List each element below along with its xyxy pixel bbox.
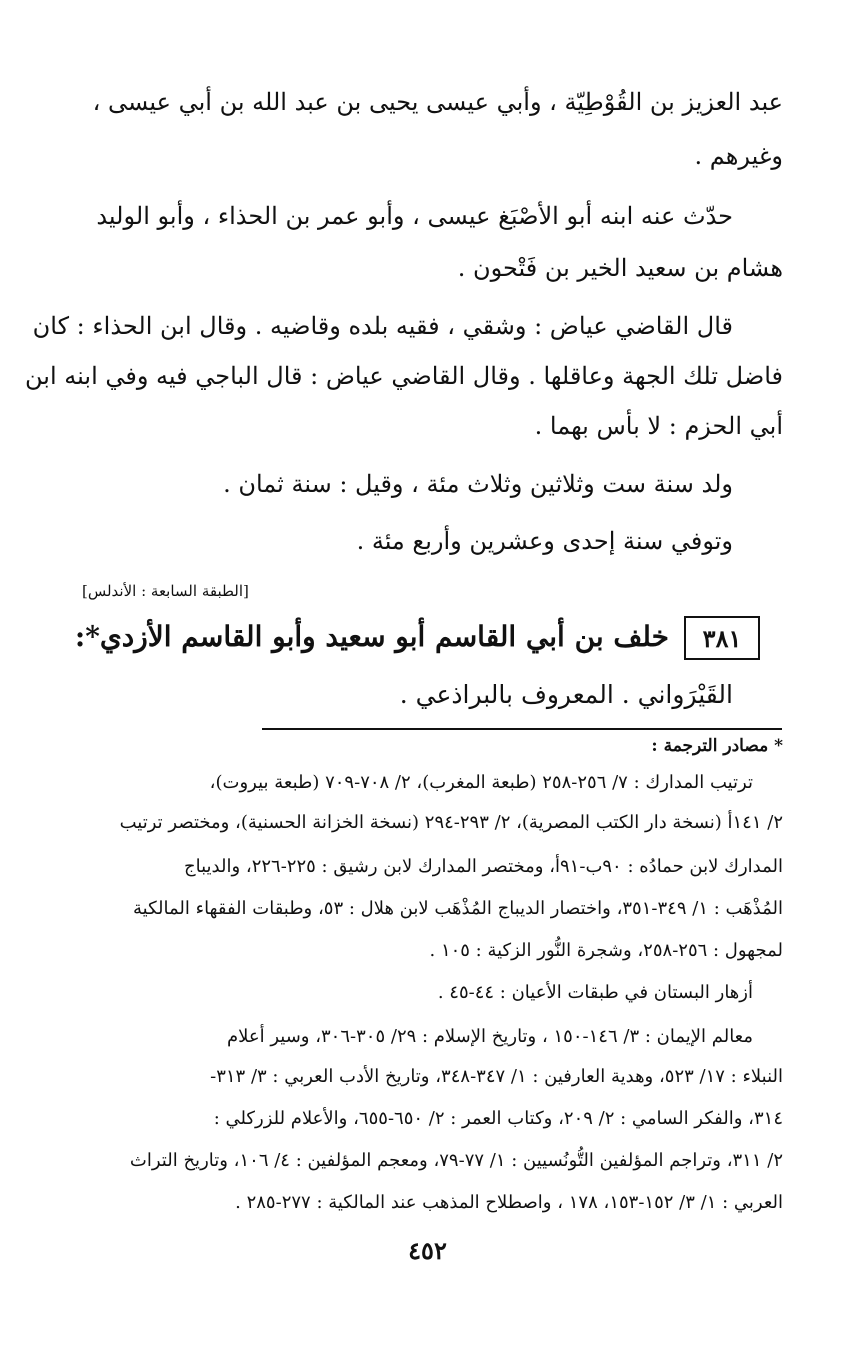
source-line: ترتيب المدارك : ٧/ ٢٥٦-٢٥٨ (طبعة المغرب)، ٢/ ٧٠٨-٧٠٩ (طبعة بيروت)، <box>209 772 753 793</box>
paragraph5: وتوفي سنة إحدى وعشرين وأربع مئة . <box>356 527 733 555</box>
source-line: أزهار البستان في طبقات الأعيان : ٤٤-٤٥ . <box>437 982 753 1003</box>
paragraph1-line1: عبد العزيز بن القُوْطِيّة ، وأبي عيسى يحيى بن عبد الله بن أبي عيسى ، <box>92 88 783 116</box>
source-line: ٢/ ١٤١أ (نسخة دار الكتب المصرية)، ٢/ ٢٩٣-٢٩٤ (نسخة الخزانة الحسنية)، ومختصر ترتيب <box>119 812 783 833</box>
entry-subtitle: القَيْرَواني . المعروف بالبراذعي . <box>399 680 733 709</box>
entry-number: ٣٨١ <box>702 623 742 653</box>
page-number: ٤٥٢ <box>408 1236 447 1265</box>
section-tag: [الطبقة السابعة : الأندلس] <box>82 582 249 600</box>
source-line: ٣١٤، والفكر السامي : ٢/ ٢٠٩، وكتاب العمر : ٢/ ٦٥٠-٦٥٥، والأعلام للزركلي : <box>213 1108 783 1129</box>
paragraph2-line2: هشام بن سعيد الخير بن فَتْحون . <box>457 254 783 282</box>
paragraph3-line3: أبي الحزم : لا بأس بهما . <box>534 412 783 440</box>
source-line: ٢/ ٣١١، وتراجم المؤلفين التُّونُسيين : ١/ ٧٧-٧٩، ومعجم المؤلفين : ٤/ ١٠٦، وتاريخ التراث <box>129 1150 783 1171</box>
source-line: المُذْهَب : ١/ ٣٤٩-٣٥١، واختصار الديباج المُذْهَب لابن هلال : ٥٣، وطبقات الفقهاء المالكية <box>133 898 783 919</box>
sources-heading: * مصادر الترجمة : <box>651 736 783 756</box>
source-line: لمجهول : ٢٥٦-٢٥٨، وشجرة النُّور الزكية : ١٠٥ . <box>429 940 783 961</box>
paragraph2-line1: حدّث عنه ابنه أبو الأصْبَغ عيسى ، وأبو عمر بن الحذاء ، وأبو الوليد <box>96 202 733 230</box>
paragraph1-line2: وغيرهم . <box>694 142 783 170</box>
source-line: معالم الإيمان : ٣/ ١٤٦-١٥٠ ، وتاريخ الإسلام : ٢٩/ ٣٠٥-٣٠٦، وسير أعلام <box>226 1026 753 1047</box>
paragraph3-line2: فاضل تلك الجهة وعاقلها . وقال القاضي عياض : قال الباجي فيه وفي ابنه ابن <box>25 362 783 390</box>
paragraph3-line1: قال القاضي عياض : وشقي ، فقيه بلده وقاضيه . وقال ابن الحذاء : كان <box>32 312 733 340</box>
source-line: المدارك لابن حمادُه : ٩٠ب-٩١أ، ومختصر المدارك لابن رشيق : ٢٢٥-٢٢٦، والديباج <box>183 856 783 877</box>
entry-number-box <box>684 616 760 660</box>
source-line: العربي : ١/ ٣/ ١٥٢-١٥٣، ١٧٨ ، واصطلاح المذهب عند المالكية : ٢٧٧-٢٨٥ . <box>235 1192 783 1213</box>
source-line: النبلاء : ١٧/ ٥٢٣، وهدية العارفين : ١/ ٣٤٧-٣٤٨، وتاريخ الأدب العربي : ٣/ ٣١٣- <box>210 1066 783 1087</box>
entry-title: خلف بن أبي القاسم أبو سعيد وأبو القاسم الأزدي*: <box>74 620 669 653</box>
footnote-divider <box>262 728 782 730</box>
paragraph4: ولد سنة ست وثلاثين وثلاث مئة ، وقيل : سنة ثمان . <box>223 470 733 498</box>
